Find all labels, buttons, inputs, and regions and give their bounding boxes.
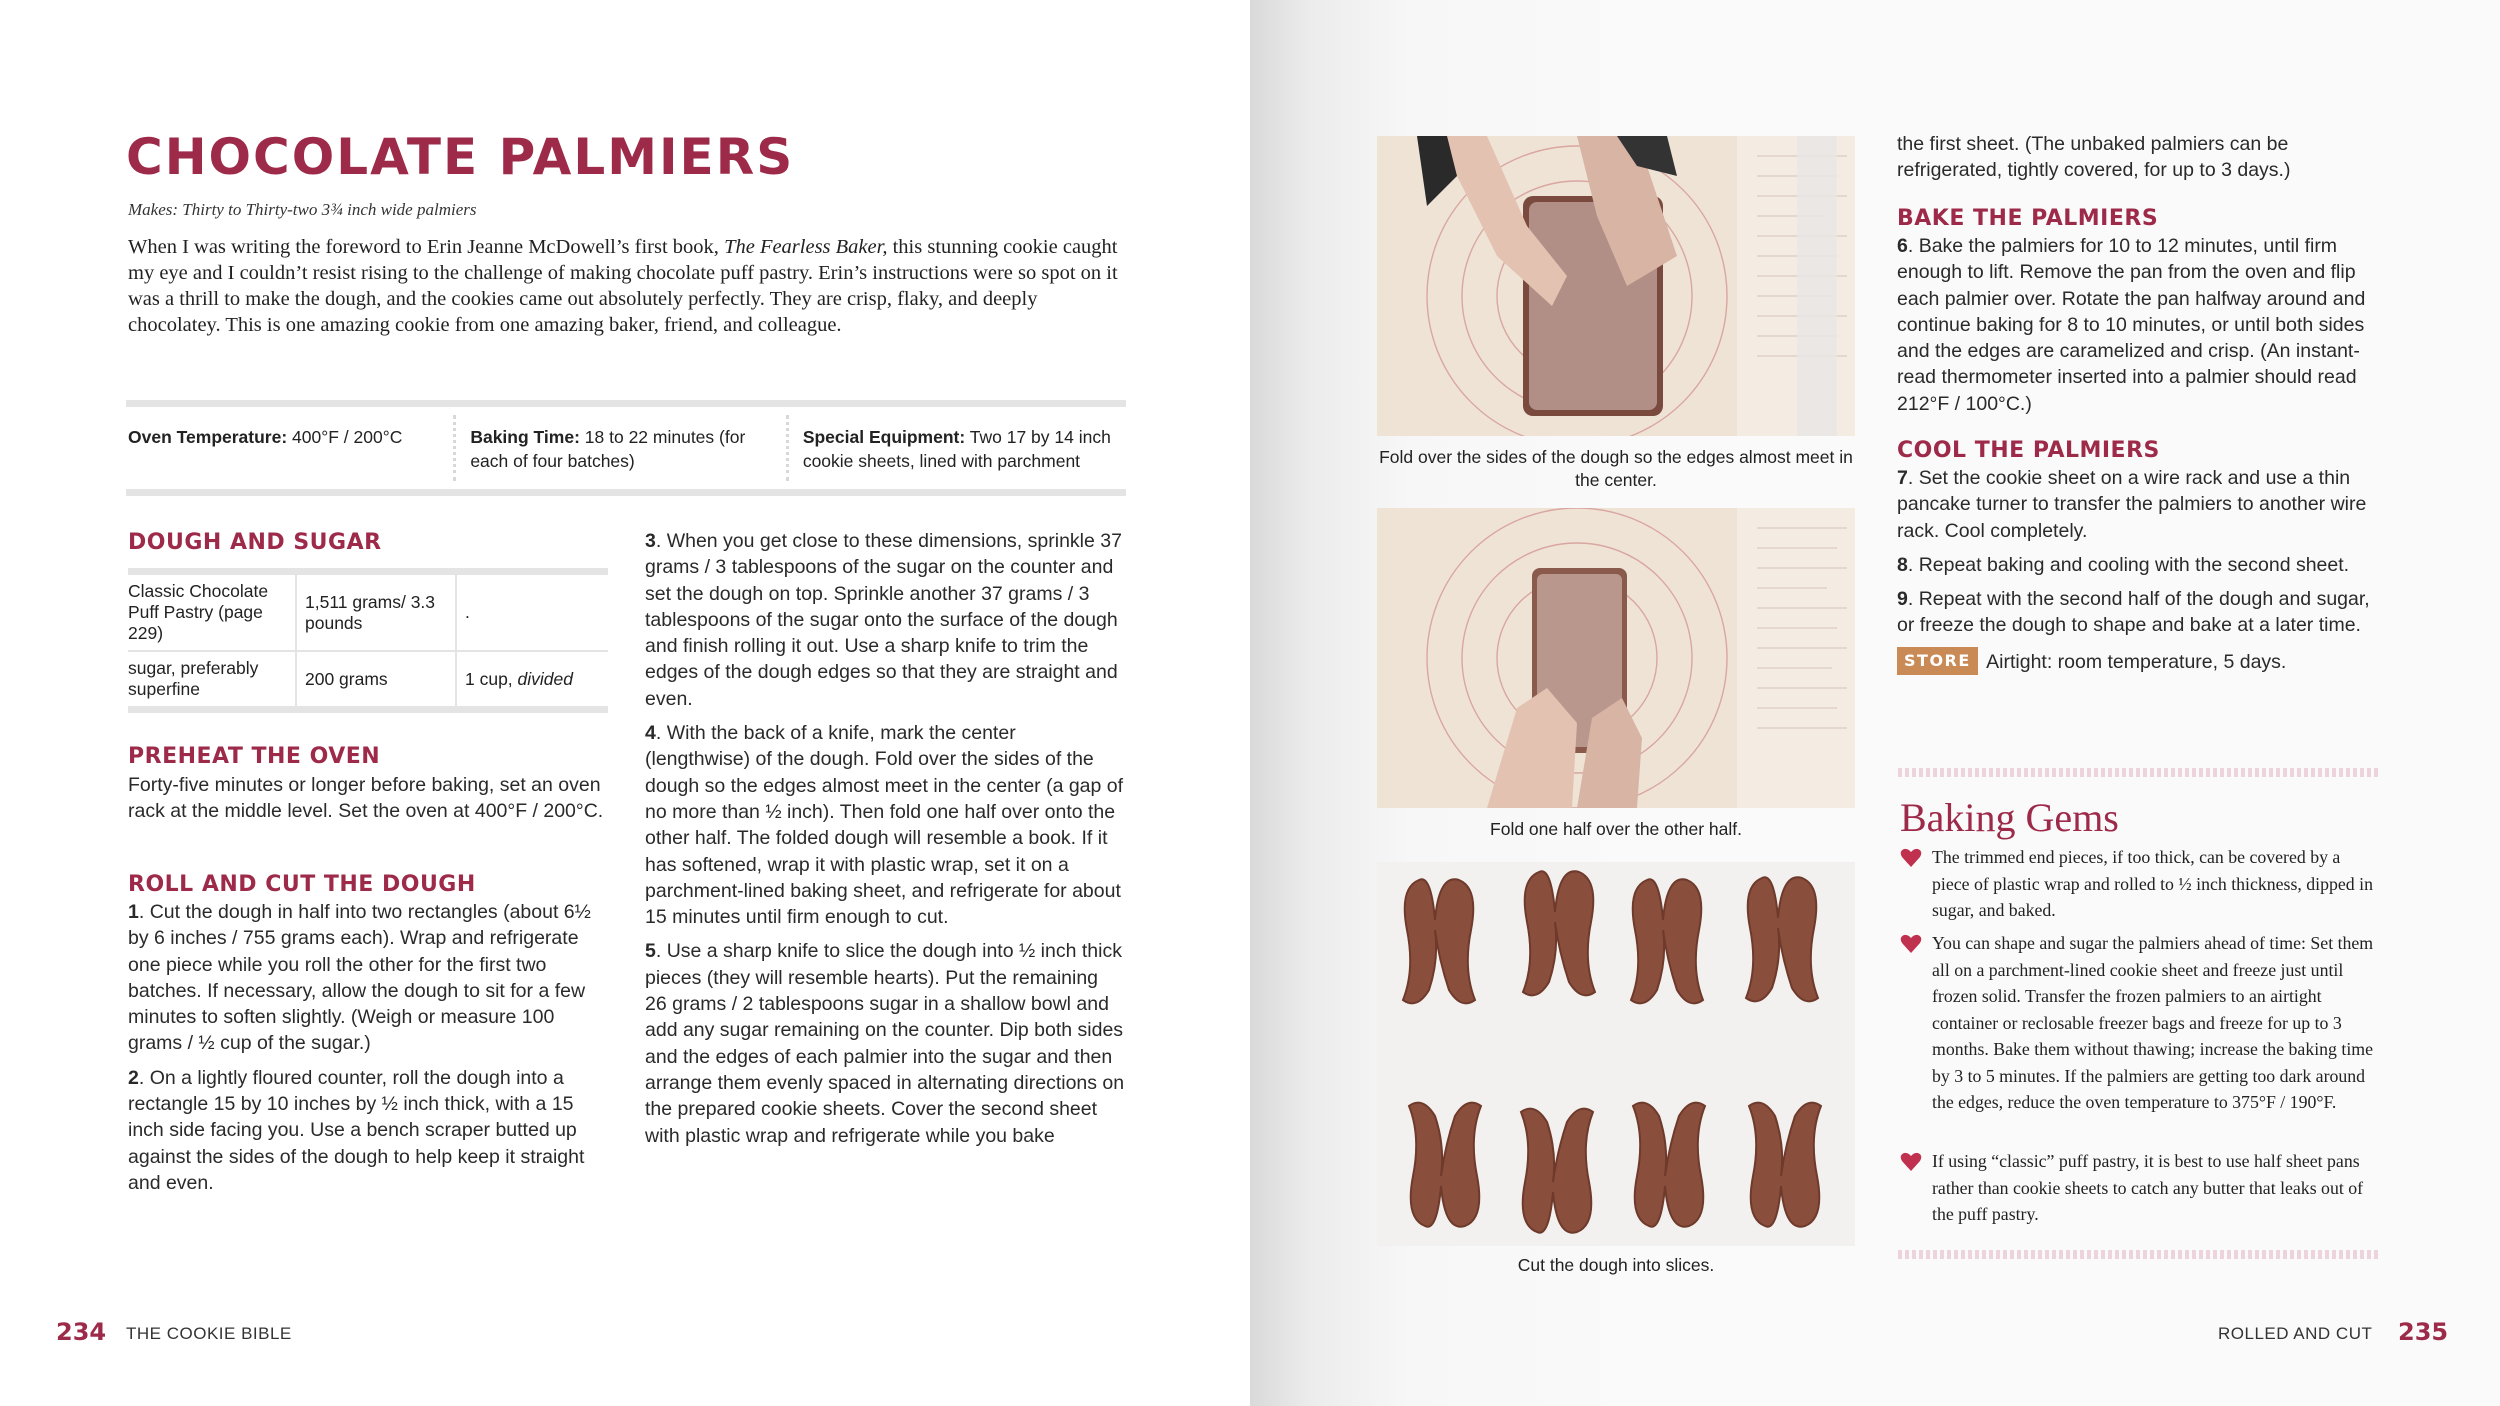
gem-item [1900,930,2380,1116]
page-number-right: 235 [2398,1318,2449,1346]
preheat-heading: PREHEAT THE OVEN [128,744,381,769]
oven-temperature-value: 400°F / 200°C [292,427,403,447]
step-number: 2 [128,1066,139,1089]
step-4 [645,720,1125,930]
book-title: The Fearless Baker, [724,236,888,258]
info-divider [786,415,789,481]
recipe-info-bar [126,400,1126,496]
fold-half-image [1377,508,1855,808]
step-number: 5 [645,940,656,963]
gem-text: The trimmed end pieces, if too thick, can be covered by a piece of plastic wrap and rolled to ½ inch thickness, dipped in sugar, and baked. [1932,847,2373,920]
step-text: . Repeat with the second half of the dough and sugar, or freeze the dough to shape and bake at a later time. [1897,588,2370,637]
table-row [128,651,608,710]
ingredient-volume [456,651,608,710]
slices-image [1377,862,1855,1246]
gems-bottom-rule [1898,1250,2378,1259]
heart-icon [1900,934,1922,954]
step-text: . When you get close to these dimensions, sprinkle 37 grams / 3 tablespoons of the sugar on the counter and set the dough on top. Sprinkle another 37 grams / 3 tablespoons of the sugar onto the surface of the dough and finish rolling it out. Use a sharp knife to trim the edges of the dough edges so that they are straight and even. [645,530,1122,710]
cool-steps [1897,465,2387,683]
gem-item [1900,1148,2380,1228]
step-text: . Cut the dough in half into two rectangles (about 6½ by 6 inches / 755 grams each). Wrap and refrigerate one piece while you roll the other for the first two batches. If necessary, allow the dough to sit for a few minutes to soften slightly. (Weigh or measure 100 grams / ½ cup of the sugar.) [128,901,591,1055]
ingredient-volume-text: . [465,602,470,622]
caption-2: Fold one half over the other half. [1490,819,1742,839]
ingredient-name: Classic Chocolate Puff Pastry (page 229) [128,581,269,643]
ingredient-volume [456,572,608,652]
ingredient-metric: 200 grams [296,651,456,710]
step-text: . Use a sharp knife to slice the dough into ½ inch thick pieces (they will resemble hearts). Put the remaining 26 grams / 2 tablespoons sugar in a shallow bowl and add any sugar remaining on the counter. Dip both sides and the edges of each palmier into the sugar and then arrange them evenly spaced in alternating directions on the prepared cookie sheets. Cover the second sheet with plastic wrap and refrigerate while you bake [645,940,1125,1147]
bake-step [1897,233,2387,425]
oven-temperature-label: Oven Temperature: [128,427,288,447]
page-title: CHOCOLATE PALMIERS [126,128,795,186]
step-number: 4 [645,722,656,745]
step-number: 3 [645,530,656,552]
special-equipment-label: Special Equipment: [802,427,966,447]
photo-fold-sides [1377,136,1855,436]
ingredient-name: sugar, preferably superfine [128,651,296,710]
step-8 [1897,552,2387,578]
caption-3: Cut the dough into slices. [1517,1255,1715,1275]
ingredient-volume-text: 1 cup, [465,668,518,689]
step-3 [645,528,1125,712]
step-number: 7 [1897,467,1908,489]
steps-column-2 [645,528,1125,1157]
baking-time-label: Baking Time: [470,427,580,447]
gem-text: If using “classic” puff pastry, it is best to use half sheet pans rather than cookie sheets to catch any butter that leaks out of the puff pastry. [1932,1151,2364,1224]
special-equipment [801,407,1126,489]
yield-line: Makes: Thirty to Thirty-two 3¾ inch wide palmiers [128,200,477,219]
cool-heading: COOL THE PALMIERS [1897,438,2160,463]
step-text: . Bake the palmiers for 10 to 12 minutes, until firm enough to lift. Remove the pan from the oven and flip each palmier over. Rotate the pan halfway around and continue baking for 8 to 10 minutes, or until both sides and the edges are caramelized and crisp. (An instant-read thermometer inserted into a palmier should read 212°F / 100°C.) [1897,235,2366,415]
photo-fold-half [1377,508,1855,808]
step-6 [1897,233,2387,417]
baking-gems-title: Baking Gems [1900,795,2119,840]
intro-text-1: When I was writing the foreword to Erin Jeanne McDowell’s first book, [128,236,725,258]
ingredient-volume-note: divided [517,668,574,689]
store-text: Airtight: room temperature, 5 days. [1981,650,2287,673]
step-text: . Repeat baking and cooling with the second sheet. [1907,553,2350,576]
gem-item [1900,844,2380,924]
heart-icon [1900,1152,1922,1172]
step-text: . With the back of a knife, mark the center (lengthwise) of the dough. Fold over the sides of the dough so the edges almost meet in the center (a gap of no more than ½ inch). Then fold one half over onto the other half. The folded dough will resemble a book. If it has softened, wrap it with plastic wrap, set it on a parchment-lined baking sheet, and refrigerate for about 15 minutes until firm enough to cut. [645,722,1124,929]
step-text: . On a lightly floured counter, roll the dough into a rectangle 15 by 10 inches by ½ inch thick, with a 15 inch side facing you. Use a bench scraper butted up against the sides of the dough to help keep it straight and even. [128,1066,585,1194]
running-footer-left: THE COOKIE BIBLE [126,1324,292,1343]
roll-cut-heading: ROLL AND CUT THE DOUGH [128,872,476,897]
ingredients-table [128,568,608,713]
store-line [1897,647,2387,675]
photo-slices [1377,862,1855,1246]
step-text: . Set the cookie sheet on a wire rack and use a thin pancake turner to transfer the palmiers to another wire rack. Cool completely. [1897,467,2367,542]
continuation-text: the first sheet. (The unbaked palmiers can be refrigerated, tightly covered, for up to 3 days.) [1897,133,2291,182]
page-number-left: 234 [56,1318,107,1346]
dough-sugar-heading: DOUGH AND SUGAR [128,530,382,555]
step-number: 8 [1897,553,1908,576]
intro-text-2: this stunning cookie caught my eye and I couldn’t resist rising to the challenge of making chocolate puff pastry. Erin’s instructions were so spot on it was a thrill to make the dough, and the cookies came out absolutely perfectly. They are crisp, flaky, and deeply chocolatey. This is one amazing cookie from one amazing baker, friend, and colleague. [128,236,1118,336]
steps-column-1 [128,899,612,1204]
ingredient-metric: 1,511 grams/ 3.3 pounds [296,572,456,652]
step-1 [128,899,612,1057]
step-2 [128,1065,612,1196]
running-footer-right: ROLLED AND CUT [2218,1324,2373,1343]
step-number: 1 [128,901,139,923]
intro-paragraph [128,234,1128,338]
bake-heading: BAKE THE PALMIERS [1897,206,2159,231]
gem-text: You can shape and sugar the palmiers ahead of time: Set them all on a parchment-lined cookie sheet and freeze just until frozen solid. Transfer the frozen palmiers to an airtight container or reclosable freezer bags and freeze for up to 3 months. Bake them without thawing; increase the baking time by 3 to 5 minutes. If the palmiers are getting too dark around the edges, reduce the oven temperature to 375°F / 190°F. [1932,933,2374,1112]
caption-1: Fold over the sides of the dough so the edges almost meet in the center. [1379,447,1853,490]
step-5 [645,938,1125,1148]
step-number: 9 [1897,588,1908,611]
baking-time [468,407,773,489]
special-equipment-value: Two 17 by 14 inch cookie sheets, lined with parchment [802,427,1111,471]
oven-temperature [126,407,441,489]
preheat-text: Forty-five minutes or longer before baking, set an oven rack at the middle level. Set the oven at 400°F / 200°C. [128,774,604,823]
baking-time-value: 18 to 22 minutes (for each of four batches) [470,427,746,471]
step-9 [1897,586,2387,639]
step-number: 6 [1897,235,1908,257]
table-row [128,572,608,652]
step-7 [1897,465,2387,544]
store-badge: STORE [1897,647,1978,675]
info-divider [453,415,456,481]
gems-top-rule [1898,768,2378,777]
fold-sides-image [1377,136,1855,436]
heart-icon [1900,848,1922,868]
